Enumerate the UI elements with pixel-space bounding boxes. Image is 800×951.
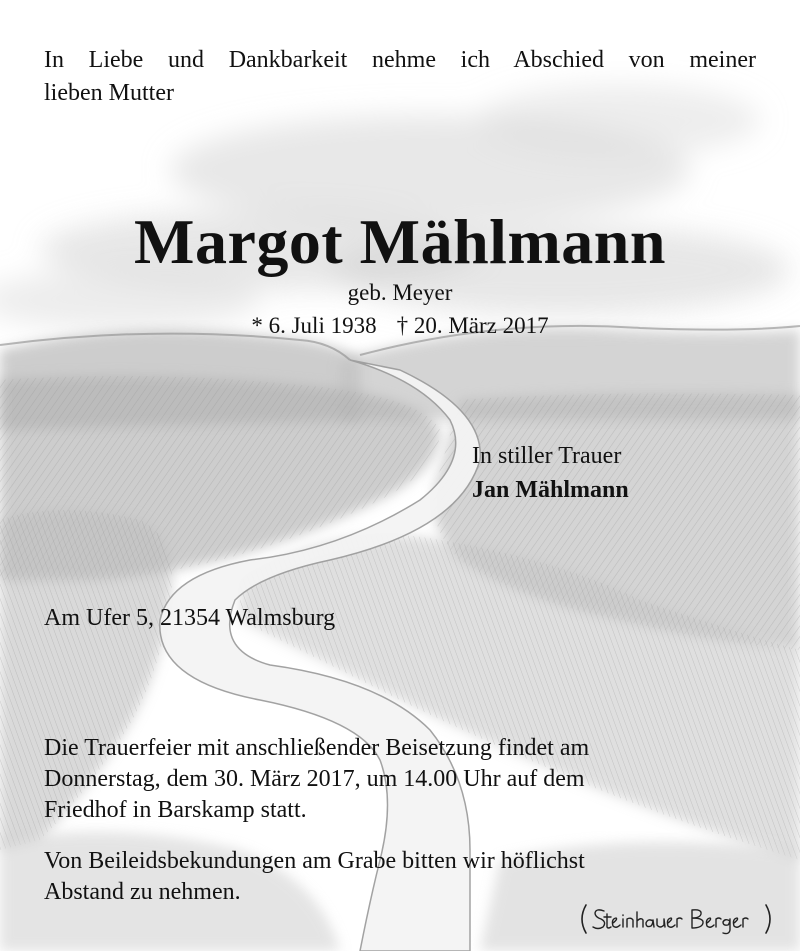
intro-text [44, 44, 756, 110]
mourner-name: Jan Mählmann [472, 477, 629, 503]
stonemason-signature [576, 900, 776, 938]
birth-name: geb. Meyer [347, 280, 453, 305]
condolence-note [44, 846, 585, 908]
address: Am Ufer 5, 21354 Walmsburg [44, 605, 336, 631]
ceremony-line-2: Donnerstag, dem 30. März 2017, um 14.00 Uhr auf dem [44, 766, 585, 792]
death-date: † 20. März 2017 [396, 313, 549, 338]
mourning-heading: In stiller Trauer [472, 443, 622, 469]
ceremony-line-1: Die Trauerfeier mit anschließender Beisetzung findet am [44, 735, 590, 761]
condolence-line-1: Von Beileidsbekundungen am Grabe bitten wir höflichst [44, 848, 585, 874]
ceremony-line-3: Friedhof in Barskamp statt. [44, 797, 307, 823]
deceased-name: Margot Mählmann [134, 206, 666, 277]
life-dates [0, 311, 800, 341]
birth-date: * 6. Juli 1938 [251, 313, 377, 338]
condolence-line-2: Abstand zu nehmen. [44, 879, 241, 905]
intro-line-2: lieben Mutter [44, 80, 174, 106]
ceremony-info [44, 733, 589, 826]
intro-line-1: In Liebe und Dankbarkeit nehme ich Abschied von meiner [44, 47, 756, 73]
